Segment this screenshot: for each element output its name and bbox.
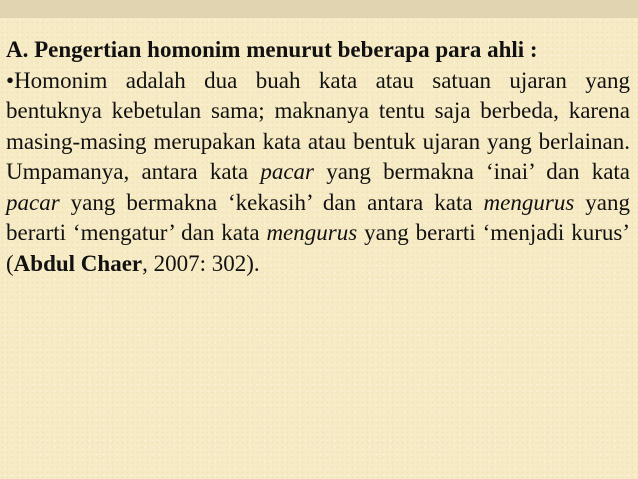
- text-segment-2: yang bermakna ‘inai’ dan kata: [314, 159, 631, 184]
- term-pacar-1: pacar: [260, 159, 315, 184]
- slide-heading: A. Pengertian homonim menurut beberapa para ahli :: [6, 37, 538, 62]
- text-segment-3: yang bermakna ‘kekasih’ dan antara kata: [59, 189, 484, 215]
- author-name: Abdul Chaer: [13, 250, 143, 276]
- term-mengurus-1: mengurus: [483, 189, 575, 215]
- text-segment-1: Homonim adalah dua buah kata atau satuan ujaran yang bentuknya kebetulan sama; maknanya tentu saja berbeda, karena masing-masing merupakan kata atau bentuk ujaran yang berlainan. Umpamanya, antara kata: [6, 67, 630, 184]
- term-pacar-2: pacar: [6, 189, 60, 215]
- term-mengurus-2: mengurus: [266, 220, 358, 245]
- definition-paragraph: [6, 66, 630, 280]
- slide-content: [6, 35, 630, 279]
- text-segment-5: yang berarti ‘menjadi kurus’ (: [6, 220, 630, 276]
- text-segment-4: yang berarti ‘mengatur’ dan kata: [6, 189, 630, 245]
- citation: , 2007: 302).: [142, 250, 260, 276]
- top-bar: [0, 0, 638, 18]
- bullet-marker: •: [6, 67, 15, 93]
